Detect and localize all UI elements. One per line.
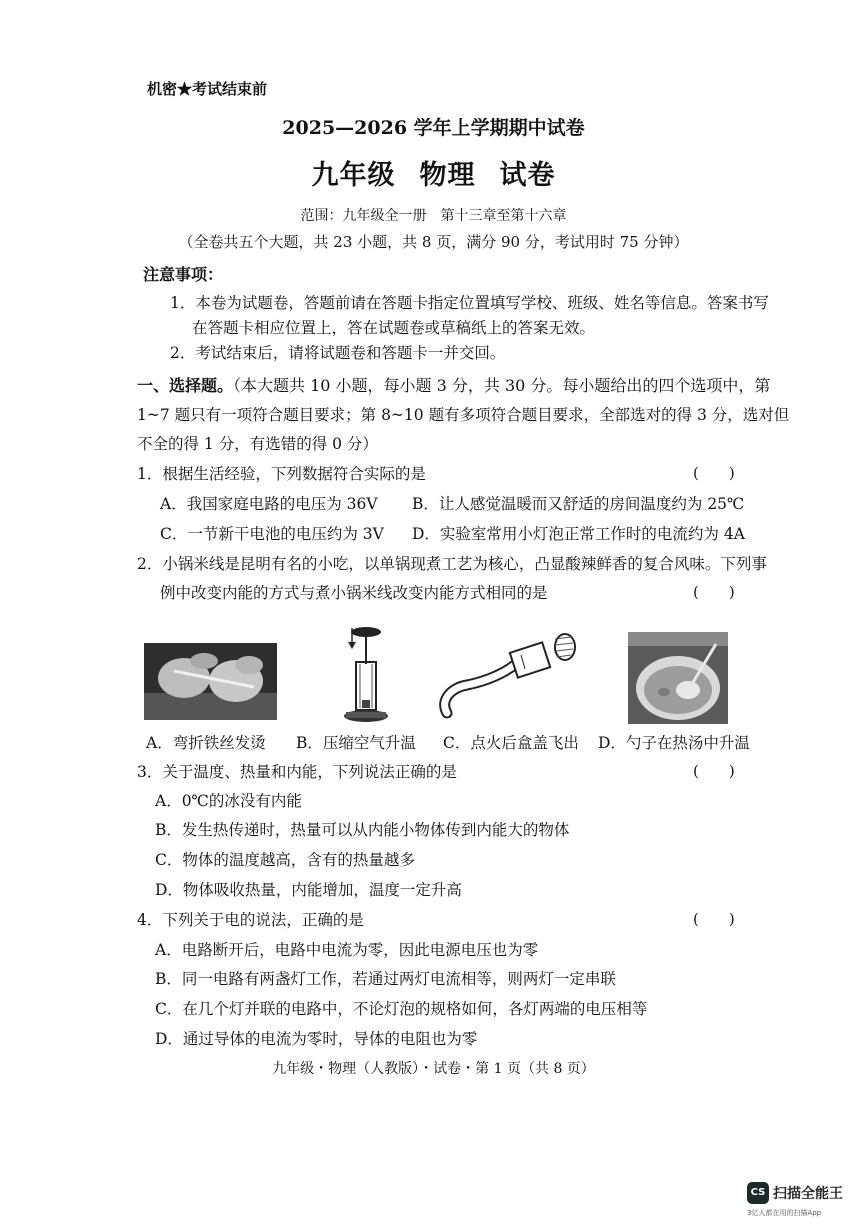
exam-summary: （全卷共五个大题，共 23 小题，共 8 页，满分 90 分，考试用时 75 分钟）	[178, 233, 689, 251]
q2-stem-line-2: 例中改变内能的方式与煮小锅米线改变内能方式相同的是	[160, 584, 548, 602]
exam-title: 2025—2026 学年上学期期中试卷	[282, 117, 585, 139]
notice-item-1-line-2: 在答题卡相应位置上，答在试题卷或草稿纸上的答案无效。	[192, 319, 596, 337]
scanner-tagline: 3亿人都在用的扫描App	[747, 1209, 822, 1217]
q2-option-c: C．点火后盒盖飞出	[443, 734, 579, 752]
q4-stem: 4．下列关于电的说法，正确的是	[137, 911, 364, 929]
q1-option-d: D．实验室常用小灯泡正常工作时的电流约为 4A	[412, 525, 745, 543]
q4-option-d: D．通过导体的电流为零时，导体的电阻也为零	[155, 1030, 478, 1048]
notice-item-2: 2．考试结束后，请将试题卷和答题卡一并交回。	[170, 344, 506, 362]
q2-stem-line-1: 2．小锅米线是昆明有名的小吃，以单锅现煮工艺为核心，凸显酸辣鲜香的复合风味。下列事	[137, 555, 767, 573]
q4-option-c: C．在几个灯并联的电路中，不论灯泡的规格如何，各灯两端的电压相等	[155, 1000, 648, 1018]
q3-stem: 3．关于温度、热量和内能，下列说法正确的是	[137, 763, 457, 781]
q3-option-c: C．物体的温度越高，含有的热量越多	[155, 851, 415, 869]
q1-option-b: B．让人感觉温暖而又舒适的房间温度约为 25℃	[412, 495, 745, 513]
exam-scope: 范围：九年级全一册 第十三章至第十六章	[300, 208, 567, 224]
bending-wire-photo	[144, 643, 277, 720]
air-compression-apparatus	[340, 624, 390, 724]
q1-option-c: C．一节新干电池的电压约为 3V	[160, 525, 384, 543]
scanner-app-name: 扫描全能王	[773, 1186, 843, 1202]
page-footer: 九年级・物理（人教版）・试卷・第 1 页（共 8 页）	[272, 1061, 595, 1077]
q2-option-b: B．压缩空气升温	[296, 734, 416, 752]
notice-item-1-line-1: 1．本卷为试题卷，答题前请在答题卡指定位置填写学校、班级、姓名等信息。答案书写	[170, 294, 769, 312]
section-1-header	[137, 373, 770, 396]
q1-option-a: A．我国家庭电路的电压为 36V	[160, 495, 378, 513]
q4-option-b: B．同一电路有两盏灯工作，若通过两灯电流相等，则两灯一定串联	[155, 970, 616, 988]
q4-answer-paren: ( )	[693, 910, 735, 928]
q1-answer-paren: ( )	[693, 464, 735, 482]
spoon-in-soup-photo	[628, 632, 728, 724]
section-1-desc-2: 1~7 题只有一项符合题目要求；第 8~10 题有多项符合题目要求，全部选对的得 3 分，选对但	[137, 406, 790, 424]
confidential-label: 机密★考试结束前	[147, 80, 268, 98]
section-1-desc-1: （本大题共 10 小题，每小题 3 分，共 30 分。每小题给出的四个选项中，第	[233, 376, 771, 395]
section-1-desc-3: 不全的得 1 分，有选错的得 0 分）	[137, 435, 378, 453]
q3-option-a: A．0℃的冰没有内能	[155, 792, 302, 810]
q2-option-a: A．弯折铁丝发烫	[146, 734, 266, 752]
q3-option-b: B．发生热传递时，热量可以从内能小物体传到内能大的物体	[155, 821, 570, 839]
q1-stem: 1．根据生活经验，下列数据符合实际的是	[137, 465, 426, 483]
exam-subtitle	[0, 153, 867, 192]
subtitle-subject: 物理	[419, 160, 476, 191]
scanner-watermark	[747, 1180, 862, 1224]
scanner-logo-icon: CS	[747, 1182, 769, 1204]
q3-answer-paren: ( )	[693, 762, 735, 780]
section-1-title: 一、选择题。	[137, 376, 234, 395]
q2-option-d: D．勺子在热汤中升温	[598, 734, 750, 752]
notice-heading: 注意事项：	[143, 265, 224, 284]
subtitle-paper: 试卷	[499, 160, 556, 191]
q3-option-d: D．物体吸收热量，内能增加，温度一定升高	[155, 881, 462, 899]
spark-launcher-box	[435, 633, 580, 723]
q2-answer-paren: ( )	[693, 583, 735, 601]
q4-option-a: A．电路断开后，电路中电流为零，因此电源电压也为零	[155, 941, 539, 959]
subtitle-grade: 九年级	[311, 160, 396, 191]
